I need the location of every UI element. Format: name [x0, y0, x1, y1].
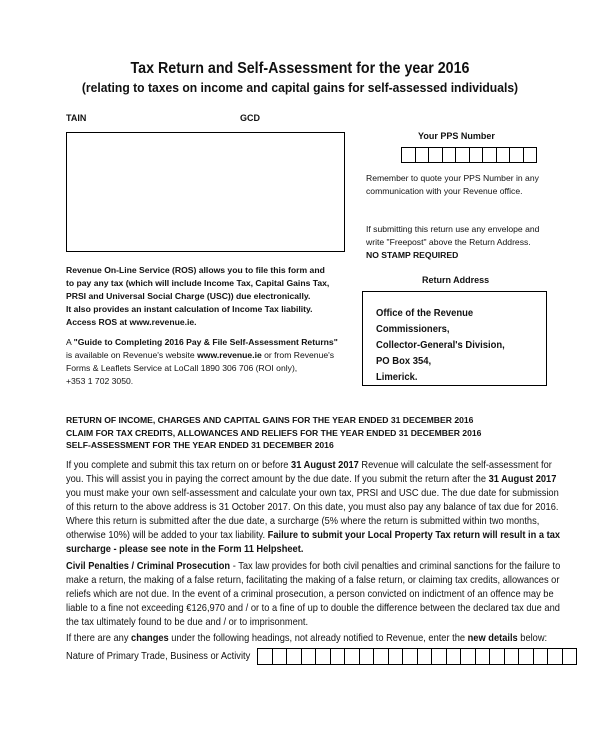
page-title: Tax Return and Self-Assessment for the year 2016 — [130, 60, 470, 77]
return-address-line: Limerick. — [376, 371, 418, 383]
address-box[interactable] — [66, 132, 345, 252]
paragraph-changes: If there are any changes under the following headings, not already notified to Revenue, enter the new details below: — [66, 633, 548, 644]
trade-char-cell[interactable] — [563, 649, 578, 664]
trade-char-cell[interactable] — [302, 649, 317, 664]
heading-claim-for-credits: CLAIM FOR TAX CREDITS, ALLOWANCES AND RELIEFS FOR THE YEAR ENDED 31 DECEMBER 2016 — [66, 427, 482, 438]
no-stamp-required: NO STAMP REQUIRED — [366, 250, 459, 260]
trade-char-cell[interactable] — [490, 649, 505, 664]
pps-digit-cell[interactable] — [510, 148, 524, 162]
instructions-body — [66, 459, 581, 646]
trade-char-cell[interactable] — [403, 649, 418, 664]
pps-digit-cell[interactable] — [470, 148, 484, 162]
return-address-line: PO Box 354, — [376, 355, 432, 367]
trade-char-cell[interactable] — [476, 649, 491, 664]
trade-char-cell[interactable] — [331, 649, 346, 664]
return-headings — [66, 414, 481, 452]
pps-digit-cell[interactable] — [443, 148, 457, 162]
envelope-note: If submitting this return use any envelope and write "Freepost" above the Return Address. NO STAMP REQUIRED — [366, 224, 540, 260]
return-address-line: Office of the Revenue Commissioners, — [376, 307, 474, 335]
pps-label: Your PPS Number — [418, 131, 495, 141]
pps-note: Remember to quote your PPS Number in any communication with your Revenue office. — [366, 173, 539, 196]
trade-char-cell[interactable] — [316, 649, 331, 664]
trade-char-cell[interactable] — [287, 649, 302, 664]
gcd-label: GCD — [240, 113, 260, 123]
pps-digit-cell[interactable] — [524, 148, 538, 162]
trade-char-cell[interactable] — [389, 649, 404, 664]
trade-char-cell[interactable] — [519, 649, 534, 664]
trade-char-cell[interactable] — [505, 649, 520, 664]
pps-digit-cell[interactable] — [416, 148, 430, 162]
trade-char-cell[interactable] — [534, 649, 549, 664]
trade-char-cell[interactable] — [258, 649, 273, 664]
guide-info: A "Guide to Completing 2016 Pay & File Self-Assessment Returns" is available on Revenue's website www.revenue.ie or from Revenue's Forms & Leaflets Service at LoCall 1890 306 706 (ROI only), +353 1 702 3050. — [66, 337, 338, 386]
return-address-line: Collector-General's Division, — [376, 339, 505, 351]
pps-digit-cell[interactable] — [402, 148, 416, 162]
trade-char-cell[interactable] — [360, 649, 375, 664]
trade-char-cell[interactable] — [548, 649, 563, 664]
heading-return-of-income: RETURN OF INCOME, CHARGES AND CAPITAL GAINS FOR THE YEAR ENDED 31 DECEMBER 2016 — [66, 415, 474, 425]
ros-info: Revenue On-Line Service (ROS) allows you to file this form and to pay any tax (which will include Income Tax, Capital Gains Tax, PRSI and Universal Social Charge (USC)) due electronically. It also provides an instant calculation of Income Tax liability. Access ROS at www.revenue.ie. — [66, 265, 330, 327]
trade-char-cell[interactable] — [418, 649, 433, 664]
paragraph-penalties: Civil Penalties / Criminal Prosecution - Tax law provides for both civil penalties and criminal sanctions for the failure to make a return, the making of a false return, facilitating the making of a false return, or claiming tax credits, allowances or reliefs which are not due. In the event of a criminal prosecution, a person convicted on indictment of an offence may be liable to a fine not exceeding €126,970 and / or to a fine of up to double the difference between the declared tax due and the tax ultimately found to be due and / or to imprisonment. — [66, 561, 561, 628]
trade-char-cell[interactable] — [432, 649, 447, 664]
return-address-label: Return Address — [422, 275, 490, 285]
guide-title: "Guide to Completing 2016 Pay & File Self-Assessment Returns" — [73, 337, 338, 347]
heading-self-assessment: SELF-ASSESSMENT FOR THE YEAR ENDED 31 DECEMBER 2016 — [66, 440, 334, 450]
paragraph-deadline: If you complete and submit this tax return on or before 31 August 2017 Revenue will calculate the self-assessment for you. This will assist you in paying the correct amount by the due date. If you submit the return after the 31 August 2017 you must make your own self-assessment and calculate your own tax, PRSI and USC due. The due date for submission of this return to the above address is 31 October 2017. On this date, you must also pay any balance of tax due for 2016. Where this return is submitted after the due date, a surcharge (5% where the return is submitted within two months, otherwise 10%) will be added to your tax liability. Failure to submit your Local Property Tax return will result in a tax surcharge - please see note in the Form 11 Helpsheet. — [66, 460, 561, 555]
revenue-website-link[interactable]: www.revenue.ie — [197, 350, 262, 360]
tain-label: TAIN — [66, 113, 87, 123]
trade-char-cell[interactable] — [273, 649, 288, 664]
trade-char-cell[interactable] — [461, 649, 476, 664]
pps-digit-cell[interactable] — [456, 148, 470, 162]
nature-of-trade-label: Nature of Primary Trade, Business or Activity — [66, 651, 251, 662]
nature-of-trade-input[interactable] — [257, 648, 577, 665]
trade-char-cell[interactable] — [374, 649, 389, 664]
return-address-box — [362, 291, 547, 386]
pps-digit-cell[interactable] — [483, 148, 497, 162]
pps-digit-cell[interactable] — [429, 148, 443, 162]
page-subtitle: (relating to taxes on income and capital gains for self-assessed individuals) — [81, 80, 519, 95]
trade-char-cell[interactable] — [447, 649, 462, 664]
trade-char-cell[interactable] — [345, 649, 360, 664]
pps-number-input[interactable] — [401, 147, 537, 163]
pps-digit-cell[interactable] — [497, 148, 511, 162]
